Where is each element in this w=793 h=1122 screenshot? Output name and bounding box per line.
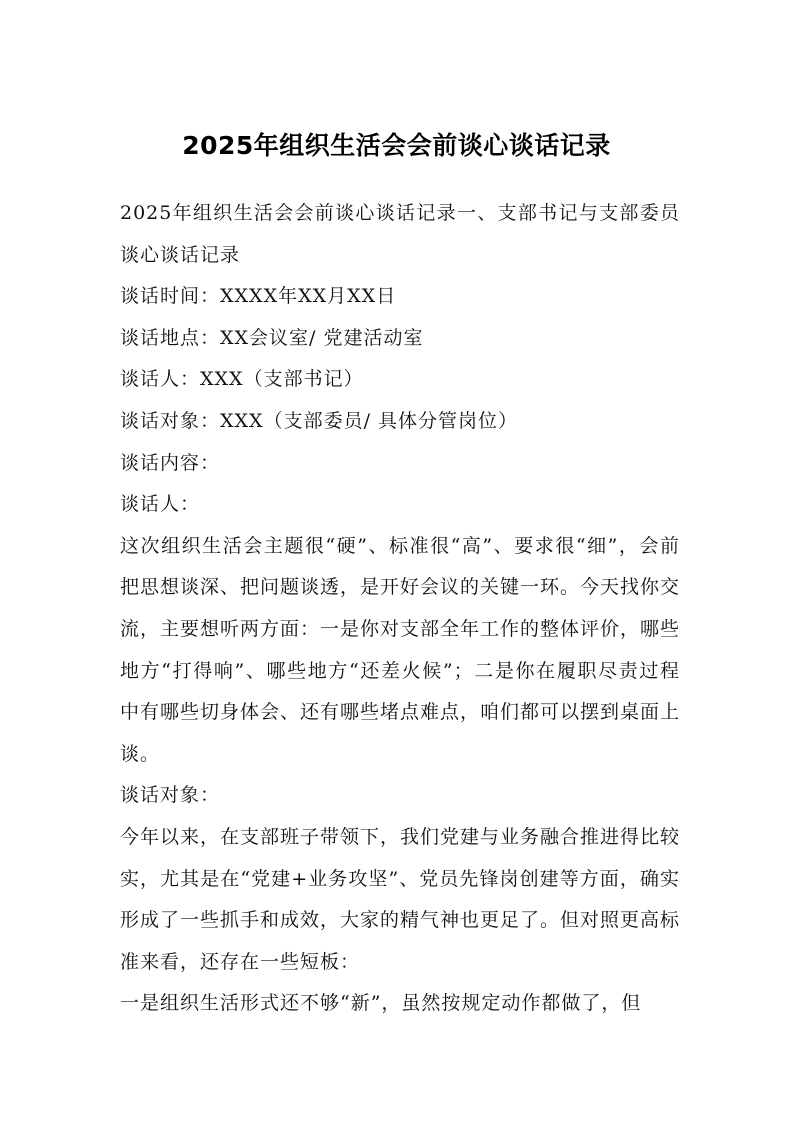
paragraph-point-one: 一是组织生活形式还不够“新”，虽然按规定动作都做了，但 [120,992,642,1015]
paragraph-target-speech: 今年以来，在支部班子带领下，我们党建与业务融合推进得比较实，尤其是在“党建+业务攻坚”、党员先锋岗创建等方面，确实形成了一些抓手和成效，大家的精气神也更足了。但对照更高标准来看，还存在一些短板： [120,825,681,973]
document-title: 2025年组织生活会会前谈心谈话记录 [182,131,611,160]
paragraph-talk-time: 谈话时间：XXXX年XX月XX日 [120,285,397,308]
paragraph-talk-content-label: 谈话内容： [120,451,221,474]
paragraph-talker-label: 谈话人： [120,493,201,516]
paragraph-talker: 谈话人：XXX（支部书记） [120,368,364,391]
document-body [120,193,680,1025]
paragraph-talker-speech: 这次组织生活会主题很“硬”、标准很“高”、要求很“细”，会前把思想谈深、把问题谈透，是开好会议的关键一环。今天找你交流，主要想听两方面：一是你对支部全年工作的整体评价，哪些地方“打得响”、哪些地方“还差火候”；二是你在履职尽责过程中有哪些切身体会、还有哪些堵点难点，咱们都可以摆到桌面上谈。 [120,534,681,765]
paragraph-target-label: 谈话对象： [120,784,221,807]
paragraph-talk-location: 谈话地点：XX会议室/ 党建活动室 [120,326,424,349]
paragraph-intro: 2025年组织生活会会前谈心谈话记录一、支部书记与支部委员谈心谈话记录 [120,202,680,266]
paragraph-talk-target: 谈话对象：XXX（支部委员/ 具体分管岗位） [120,409,519,432]
